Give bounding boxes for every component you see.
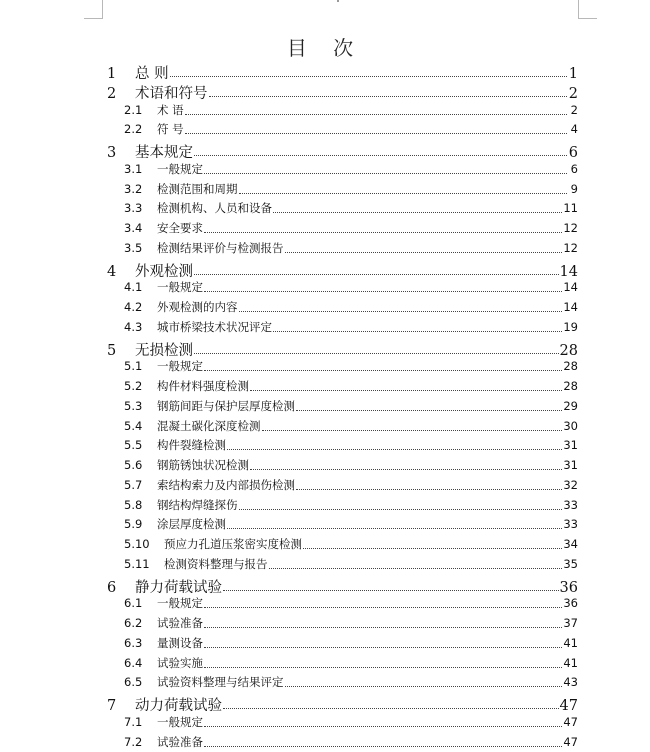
toc-entry-page-number: 33 (563, 497, 578, 512)
toc-entry-page-number: 36 (563, 596, 578, 611)
toc-dot-leader (194, 154, 567, 156)
toc-entry-label: 量测设备 (157, 635, 203, 650)
toc-section-entry[interactable] (124, 477, 578, 495)
toc-entry-page-number: 47 (563, 734, 578, 749)
toc-dot-leader (204, 606, 562, 608)
toc-section-entry[interactable] (124, 398, 578, 416)
toc-entry-label: 静力荷载试验 (135, 579, 222, 596)
toc-entry-label: 构件裂缝检测 (157, 438, 226, 453)
toc-dot-leader (204, 626, 562, 628)
toc-dot-leader (204, 646, 562, 648)
toc-section-entry[interactable] (124, 200, 578, 218)
toc-entry-number: 5 (107, 342, 117, 359)
toc-dot-leader (223, 707, 559, 709)
toc-entry-page-number: 31 (563, 458, 578, 472)
toc-entry-number: 4 (107, 263, 117, 280)
toc-dot-leader (273, 211, 562, 213)
toc-section-entry[interactable] (124, 556, 578, 574)
toc-entry-label: 动力荷载试验 (135, 698, 222, 714)
toc-section-entry[interactable] (124, 457, 578, 475)
toc-entry-number: 5.1 (124, 359, 143, 374)
toc-chapter-entry[interactable] (107, 82, 578, 102)
toc-section-entry[interactable] (124, 497, 578, 515)
toc-entry-number: 3.4 (124, 221, 143, 235)
toc-dot-leader (170, 75, 567, 77)
toc-section-entry[interactable] (124, 437, 578, 455)
toc-title: 目 次 (286, 36, 364, 60)
toc-entry-number: 5.8 (124, 497, 143, 512)
toc-dot-leader (223, 589, 559, 591)
toc-dot-leader (227, 448, 562, 450)
toc-section-entry[interactable] (124, 595, 578, 613)
toc-dot-leader (239, 192, 568, 194)
toc-entry-number: 3.2 (124, 181, 143, 196)
toc-entry-page-number: 1 (568, 66, 578, 82)
toc-entry-label: 试验准备 (157, 734, 203, 749)
toc-chapter-entry[interactable] (107, 576, 578, 596)
toc-section-entry[interactable] (124, 161, 578, 179)
toc-entry-label: 检测范围和周期 (157, 181, 238, 196)
toc-dot-leader (209, 95, 568, 97)
toc-entry-page-number: 6 (568, 145, 578, 161)
toc-dot-leader (239, 310, 563, 312)
toc-dot-leader (185, 113, 567, 115)
toc-entry-number: 5.3 (124, 398, 143, 413)
toc-dot-leader (204, 745, 562, 747)
toc-chapter-entry[interactable] (107, 339, 578, 359)
toc-section-entry[interactable] (124, 734, 578, 752)
toc-entry-number: 7.1 (124, 714, 143, 729)
toc-entry-label: 安全要求 (157, 221, 203, 235)
toc-entry-page-number: 41 (563, 635, 578, 650)
toc-entry-label: 基本规定 (135, 145, 193, 161)
toc-dot-leader (296, 409, 562, 411)
toc-entry-number: 4.2 (124, 300, 143, 314)
toc-entry-number: 1 (107, 66, 117, 82)
toc-entry-page-number: 12 (563, 221, 578, 235)
toc-section-entry[interactable] (124, 279, 578, 297)
toc-chapter-entry[interactable] (107, 260, 578, 280)
toc-entry-page-number: 43 (563, 675, 578, 690)
toc-entry-number: 4.3 (124, 319, 143, 334)
toc-entry-number: 6.1 (124, 596, 143, 611)
toc-dot-leader (296, 488, 562, 490)
toc-entry-number: 6.2 (124, 616, 143, 630)
toc-entry-label: 一般规定 (157, 280, 203, 295)
toc-entry-page-number: 9 (570, 181, 578, 196)
toc-entry-label: 一般规定 (157, 161, 203, 176)
toc-entry-page-number: 32 (563, 477, 578, 492)
toc-dot-leader (194, 352, 559, 354)
toc-section-entry[interactable] (124, 299, 578, 317)
toc-entry-number: 6.5 (124, 675, 143, 690)
toc-entry-page-number: 14 (563, 280, 578, 295)
toc-entry-page-number: 19 (563, 319, 578, 334)
toc-entry-page-number: 34 (563, 537, 578, 551)
toc-entry-label: 一般规定 (157, 359, 203, 374)
toc-dot-leader (204, 172, 567, 174)
toc-entry-label: 检测结果评价与检测报告 (157, 240, 284, 255)
toc-chapter-entry[interactable] (107, 62, 578, 82)
toc-entry-page-number: 36 (559, 579, 578, 596)
toc-entry-page-number: 12 (563, 240, 578, 255)
toc-entry-number: 5.2 (124, 379, 143, 393)
toc-entry-label: 检测机构、人员和设备 (157, 201, 272, 216)
toc-entry-label: 涂层厚度检测 (157, 517, 226, 532)
toc-dot-leader (227, 527, 562, 529)
toc-entry-page-number: 14 (559, 263, 578, 280)
toc-entry-number: 4.1 (124, 280, 143, 295)
toc-entry-label: 一般规定 (157, 714, 203, 729)
toc-entry-number: 5.10 (124, 537, 150, 551)
toc-entry-label: 术 语 (157, 102, 184, 117)
toc-entry-label: 城市桥梁技术状况评定 (157, 319, 272, 334)
toc-dot-leader (262, 429, 563, 431)
toc-section-entry[interactable] (124, 181, 578, 199)
toc-chapter-entry[interactable] (107, 694, 578, 714)
toc-section-entry[interactable] (124, 615, 578, 633)
toc-section-entry[interactable] (124, 102, 578, 120)
toc-entry-number: 5.11 (124, 556, 150, 571)
toc-entry-label: 外观检测 (135, 263, 193, 280)
toc-entry-page-number: 14 (563, 300, 578, 314)
toc-dot-leader (303, 547, 562, 549)
toc-entry-number: 3.1 (124, 161, 143, 176)
toc-entry-number: 7 (107, 698, 117, 714)
toc-entry-label: 外观检测的内容 (157, 300, 238, 314)
toc-entry-page-number: 4 (570, 122, 578, 137)
toc-entry-page-number: 33 (563, 517, 578, 532)
toc-entry-label: 检测资料整理与报告 (164, 556, 268, 571)
toc-dot-leader (250, 389, 562, 391)
toc-section-entry[interactable] (124, 358, 578, 376)
toc-dot-leader (269, 567, 563, 569)
toc-entry-page-number: 30 (563, 418, 578, 433)
toc-dot-leader (285, 251, 563, 253)
toc-entry-label: 混凝土碳化深度检测 (157, 418, 261, 433)
toc-section-entry[interactable] (124, 516, 578, 534)
toc-entry-number: 6.4 (124, 655, 143, 670)
toc-section-entry[interactable] (124, 714, 578, 732)
toc-entry-page-number: 28 (563, 379, 578, 393)
toc-section-entry[interactable] (124, 536, 578, 554)
toc-chapter-entry[interactable] (107, 141, 578, 161)
toc-entry-number: 5.4 (124, 418, 143, 433)
toc-entry-number: 5.9 (124, 517, 143, 532)
toc-entry-page-number: 6 (570, 161, 578, 176)
toc-entry-page-number: 29 (563, 398, 578, 413)
toc-dot-leader (204, 290, 562, 292)
toc-section-entry[interactable] (124, 121, 578, 139)
toc-entry-page-number: 41 (563, 655, 578, 670)
toc-entry-label: 总 则 (135, 66, 169, 82)
toc-entry-number: 2 (107, 85, 117, 102)
toc-entry-number: 2.1 (124, 102, 143, 117)
toc-entry-number: 2.2 (124, 122, 143, 137)
toc-entry-label: 钢筋锈蚀状况检测 (157, 458, 249, 472)
toc-entry-page-number: 2 (570, 102, 578, 117)
toc-entry-label: 试验准备 (157, 616, 203, 630)
toc-entry-number: 7.2 (124, 734, 143, 749)
toc-entry-page-number: 28 (563, 359, 578, 374)
toc-section-entry[interactable] (124, 240, 578, 258)
toc-entry-page-number: 2 (568, 85, 578, 102)
toc-dot-leader (194, 273, 559, 275)
toc-section-entry[interactable] (124, 635, 578, 653)
toc-entry-label: 符 号 (157, 122, 184, 137)
toc-entry-label: 术语和符号 (135, 85, 208, 102)
toc-entry-page-number: 47 (563, 714, 578, 729)
toc-entry-number: 5.5 (124, 438, 143, 453)
toc-entry-label: 试验实施 (157, 655, 203, 670)
toc-dot-leader (273, 330, 562, 332)
toc-entry-number: 6 (107, 579, 117, 596)
toc-section-entry[interactable] (124, 418, 578, 436)
toc-section-entry[interactable] (124, 319, 578, 337)
toc-entry-label: 无损检测 (135, 342, 193, 359)
toc-section-entry[interactable] (124, 220, 578, 238)
toc-entry-number: 5.6 (124, 458, 143, 472)
toc-entry-number: 3 (107, 145, 117, 161)
toc-entry-number: 5.7 (124, 477, 143, 492)
toc-section-entry[interactable] (124, 655, 578, 673)
toc-section-entry[interactable] (124, 674, 578, 692)
toc-entry-label: 一般规定 (157, 596, 203, 611)
toc-entry-number: 3.3 (124, 201, 143, 216)
toc-entry-page-number: 47 (559, 698, 578, 714)
toc-entry-page-number: 31 (563, 438, 578, 453)
toc-entry-page-number: 37 (563, 616, 578, 630)
toc-dot-leader (185, 132, 567, 134)
toc-dot-leader (204, 369, 562, 371)
toc-dot-leader (250, 468, 562, 470)
toc-dot-leader (204, 231, 562, 233)
toc-dot-leader (204, 666, 562, 668)
toc-section-entry[interactable] (124, 378, 578, 396)
toc-entry-label: 试验资料整理与结果评定 (157, 675, 284, 690)
toc-dot-leader (285, 685, 563, 687)
toc-entry-label: 构件材料强度检测 (157, 379, 249, 393)
toc-entry-page-number: 35 (563, 556, 578, 571)
toc-entry-page-number: 28 (559, 342, 578, 359)
toc-entry-number: 3.5 (124, 240, 143, 255)
toc-entry-label: 钢结构焊缝探伤 (157, 497, 238, 512)
toc-dot-leader (204, 725, 562, 727)
toc-entry-label: 索结构索力及内部损伤检测 (157, 477, 295, 492)
toc-entry-label: 钢筋间距与保护层厚度检测 (157, 398, 295, 413)
toc-entry-number: 6.3 (124, 635, 143, 650)
toc-dot-leader (239, 508, 563, 510)
toc-entry-page-number: 11 (563, 201, 578, 216)
toc-entry-label: 预应力孔道压浆密实度检测 (164, 537, 302, 551)
